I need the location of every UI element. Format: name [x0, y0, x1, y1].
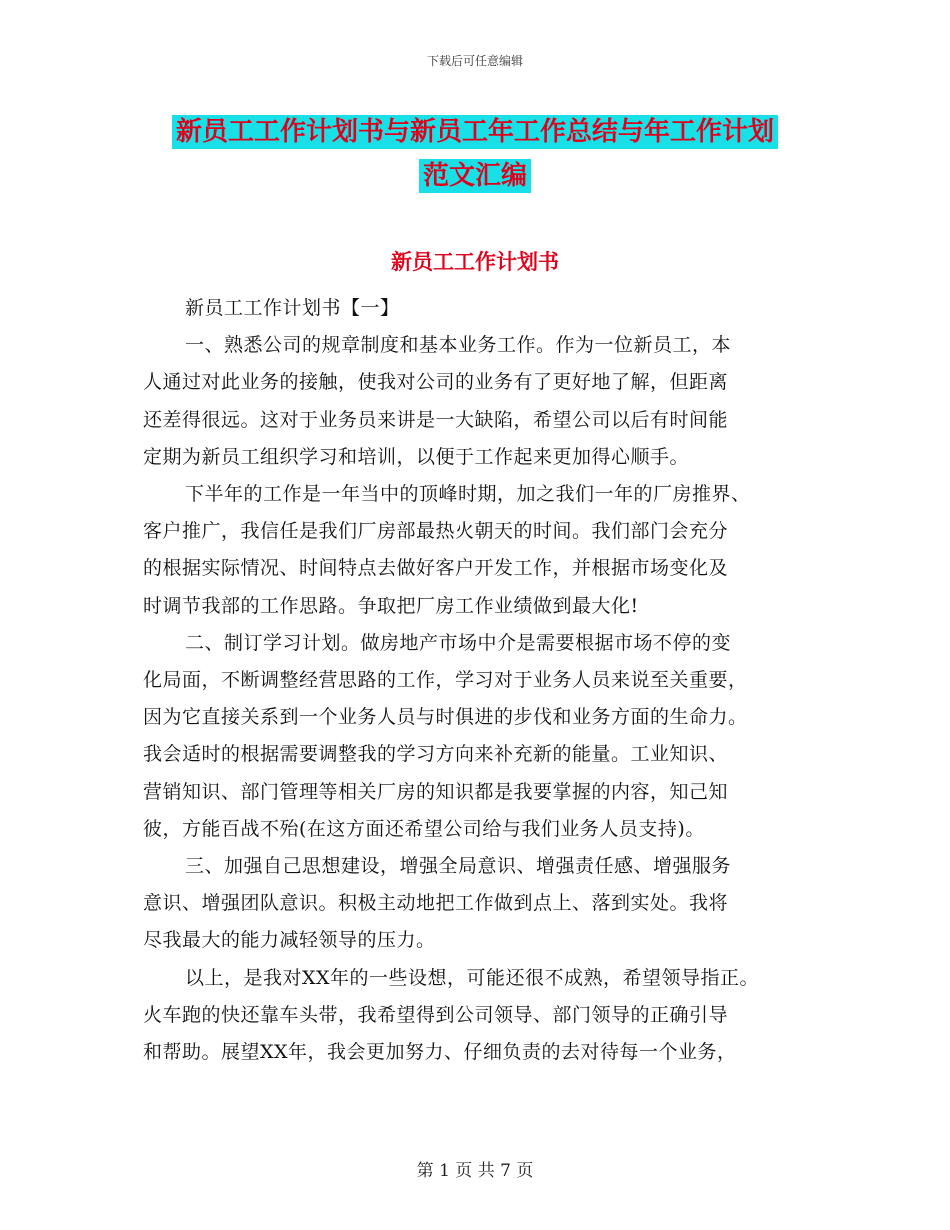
section-title: 新员工工作计划书	[391, 250, 559, 274]
paragraph: 二、制订学习计划。做房地产市场中介是需要根据市场不停的变 化局面，不断调整经营思路的工作，学习对于业务人员来说至关重要， 因为它直接关系到一个业务人员与时俱进的步伐和业务方面的生命力。 我会适时的根据需要调整我的学习方向来补充新的能量。工业知识、 营销知识、部门管理等相关厂房的知识都是我要掌握的内容，知己知 彼，方能百战不殆(在这方面还希望公司给与我们业务人员支持)。	[143, 631, 748, 840]
document-title	[0, 110, 950, 198]
document-body	[143, 290, 803, 1071]
document-title-line-2: 范文汇编	[419, 159, 531, 193]
document-title-line-1: 新员工工作计划书与新员工年工作总结与年工作计划	[172, 115, 778, 149]
paragraph-subheading: 新员工工作计划书【一】	[185, 297, 400, 319]
paragraph: 一、熟悉公司的规章制度和基本业务工作。作为一位新员工，本 人通过对此业务的接触，使我对公司的业务有了更好地了解，但距离 还差得很远。这对于业务员来讲是一大缺陷，希望公司以后有时间能 定期为新员工组织学习和培训，以便于工作起来更加得心顺手。	[143, 334, 732, 468]
paragraph: 以上，是我对XX年的一些设想，可能还很不成熟，希望领导指正。 火车跑的快还靠车头带，我希望得到公司领导、部门领导的正确引导 和帮助。展望XX年，我会更加努力、仔细负责的去对待每一个业务，	[143, 966, 760, 1064]
paragraph: 三、加强自己思想建设，增强全局意识、增强责任感、增强服务 意识、增强团队意识。积极主动地把工作做到点上、落到实处。我将 尽我最大的能力减轻领导的压力。	[143, 855, 732, 952]
paragraph: 下半年的工作是一年当中的顶峰时期，加之我们一年的厂房推界、 客户推广，我信任是我们厂房部最热火朝天的时间。我们部门会充分 的根据实际情况、时间特点去做好客户开发工作，并根据市场变化及 时调节我部的工作思路。争取把厂房工作业绩做到最大化!	[143, 483, 751, 617]
page-footer: 第 1 页 共 7 页	[416, 1161, 534, 1181]
page-header-note: 下载后可任意编辑	[426, 54, 523, 68]
